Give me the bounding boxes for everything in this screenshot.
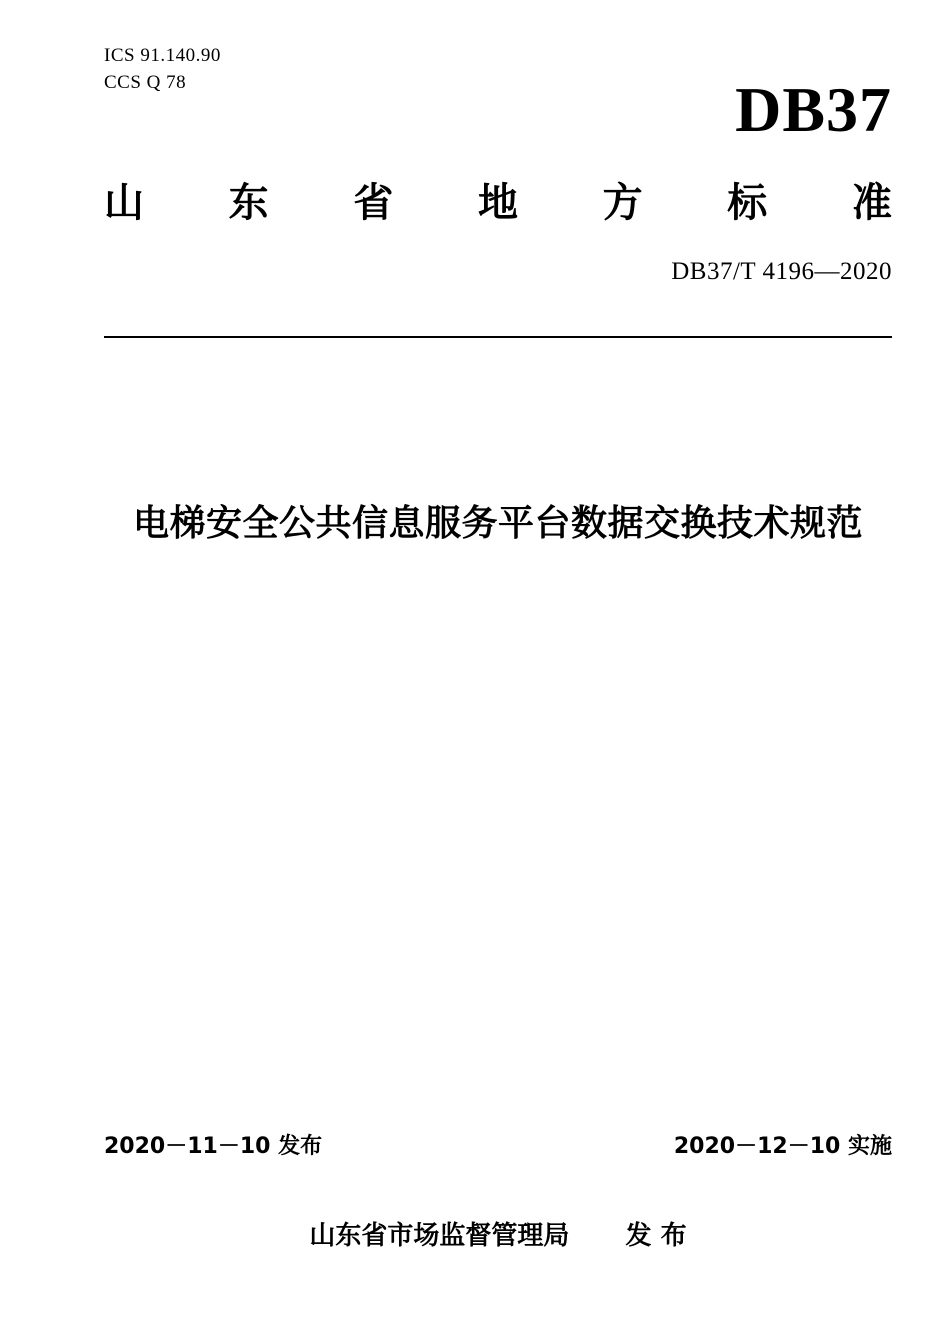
ccs-code: CCS Q 78 — [104, 72, 187, 93]
series-char-5: 方 — [602, 180, 643, 226]
header-divider — [104, 336, 892, 338]
standard-series-title — [104, 175, 892, 231]
date-row — [104, 1132, 892, 1162]
implement-date: 2020－12－10 实施 — [673, 1134, 892, 1159]
classification-codes — [104, 42, 221, 96]
series-char-1: 山 — [104, 180, 144, 226]
series-char-6: 标 — [727, 180, 768, 226]
ics-code: ICS 91.140.90 — [104, 45, 221, 66]
issuer-action: 发 布 — [625, 1221, 687, 1251]
series-char-2: 东 — [228, 180, 269, 226]
series-char-3: 省 — [353, 180, 394, 226]
issuer-line — [104, 1218, 892, 1254]
series-char-7: 准 — [851, 180, 892, 226]
series-char-4: 地 — [477, 180, 518, 226]
issuer-name: 山东省市场监督管理局 — [309, 1221, 570, 1251]
standard-number: DB37/T 4196—2020 — [671, 258, 892, 285]
standard-mark: DB37 — [735, 74, 892, 145]
page-title: 电梯安全公共信息服务平台数据交换技术规范 — [132, 503, 863, 544]
publish-date: 2020－11－10 发布 — [104, 1134, 323, 1159]
